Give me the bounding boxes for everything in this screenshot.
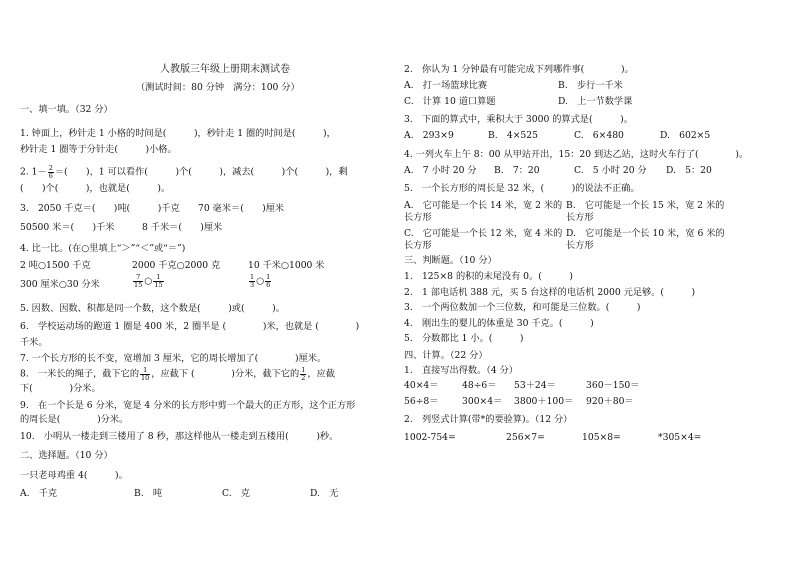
q4-compare-5: $\frac{7}{15}$ ○ $\frac{1}{15}$ [134, 273, 163, 289]
section-1-heading: 一、填一填。（32 分） [20, 104, 113, 115]
judge-3: 3. 一个两位数加一个三位数，和可能是三位数。( ) [404, 302, 641, 313]
exam-title: 人教版三年级上册期末测试卷 [160, 64, 290, 75]
calc-1-item: 360－150＝ [586, 380, 640, 391]
q2-line-1 [20, 165, 348, 179]
q9-line-1: 9. 在一个长是 6 分米，宽是 4 分米的长方形中剪一个最大的正方形，这个正方形 [20, 400, 356, 411]
choice-3-option-d: D. 602×5 [660, 130, 711, 141]
q8-line-2: 下( )分米。 [20, 383, 101, 394]
choice-5-option-c: C. 它可能是一个长 12 米，宽 4 米的 [404, 228, 563, 239]
judge-5: 5. 分数都比 1 小。( ) [404, 333, 524, 344]
calc-2-item: *305×4= [658, 432, 702, 443]
q4-heading: 4. 比一比。(在○里填上“＞”“＜”或“＝”) [20, 243, 186, 254]
q2-text: ＝( )，1 可以看作( )个( )，减去( )个( )，剩 [54, 166, 348, 178]
q2-prefix: 2. 1－ [20, 166, 47, 178]
calc-1-item: 53＋24＝ [514, 380, 556, 391]
choice-1-question: 一只老母鸡重 4( )。 [20, 470, 128, 481]
calc-1-item: 40×4＝ [404, 380, 439, 391]
choice-3-question: 3. 下面的算式中，乘积大于 3000 的算式是( )。 [404, 114, 633, 125]
q2-line-2: ( )个( )，也就是( )。 [20, 183, 171, 194]
q5-line: 5. 因数、因数、积都是同一个数，这个数是( )或( )。 [20, 303, 285, 314]
q3-line-2: 50500 米＝( )千米 8 千米＝( )厘米 [20, 222, 223, 233]
judge-1: 1. 125×8 的积的末尾没有 0。( ) [404, 271, 573, 282]
q3-line-1: 3. 2050 千克＝( )吨( )千克 70 毫米＝( )厘米 [20, 203, 285, 214]
choice-2-option-c: C. 计算 10 道口算题 [404, 96, 496, 107]
section-3-heading: 三、判断题。（10 分） [404, 255, 497, 266]
choice-5-option-b: B. 它可能是一个长 15 米，宽 2 米的 [566, 200, 725, 211]
calc-2-heading: 2. 列竖式计算(带*的要验算)。（12 分） [404, 414, 573, 425]
choice-4-option-a: A. 7 小时 20 分 [404, 165, 477, 176]
choice-3-option-b: B. 4×525 [488, 130, 538, 141]
choice-1-option-b: B. 吨 [134, 488, 163, 499]
q4-compare-2: 2000 千克○2000 克 [132, 260, 221, 271]
calc-1-item: 48÷6＝ [462, 380, 497, 391]
q4-compare-4: 300 厘米○30 分米 [20, 279, 100, 290]
calc-1-heading: 1. 直接写出得数。（4 分） [404, 365, 518, 376]
choice-2-question: 2. 你认为 1 分钟最有可能完成下列哪件事( )。 [404, 64, 634, 75]
choice-2-option-d: D. 上一节数学课 [558, 96, 633, 107]
choice-5-option-a: A. 它可能是一个长 14 米，宽 2 米的 [404, 200, 563, 211]
choice-5-option-d: D. 它可能是一个长 10 米，宽 6 米的 [566, 228, 725, 239]
choice-3-option-a: A. 293×9 [404, 130, 454, 141]
choice-5-option-a-cont: 长方形 [404, 212, 432, 223]
q7-line: 7. 一个长方形的长不变，宽增加 3 厘米，它的周长增加了( )厘米。 [20, 353, 327, 364]
section-2-heading: 二、选择题。（10 分） [20, 450, 113, 461]
choice-4-question: 4. 一列火车上午 8：00 从甲站开出，15：20 到达乙站，这时火车行了( )。 [404, 149, 749, 160]
q6-line-1: 6. 学校运动场的跑道 1 圈是 400 米，2 圈半是 ( )米，也就是 ( ) [20, 321, 360, 332]
q6-line-2: 千米。 [20, 337, 48, 348]
choice-3-option-c: C. 6×480 [574, 130, 624, 141]
choice-5-question: 5. 一个长方形的周长是 32 米，( )的说法不正确。 [404, 183, 640, 194]
choice-5-option-c-cont: 长方形 [404, 240, 432, 251]
calc-2-item: 105×8= [582, 432, 621, 443]
calc-1-item: 3800＋100＝ [514, 396, 574, 407]
choice-1-option-d: D. 无 [310, 488, 339, 499]
judge-4: 4. 刚出生的婴儿的体重是 30 千克。( ) [404, 318, 594, 329]
judge-2: 2. 1 部电话机 388 元，买 5 台这样的电话机 2000 元足够。( ) [404, 287, 696, 298]
q8-line-1: 8. 一米长的绳子，截下它的 $\frac{1}{10}$ ，应截下 ( )分米，截下它的 $\frac{1}{2}$ ，应截 [20, 366, 335, 382]
q2-fraction: $\frac{2}{6}$ [48, 164, 53, 180]
calc-1-item: 56÷8＝ [404, 396, 439, 407]
choice-2-option-a: A. 打一场篮球比赛 [404, 80, 488, 91]
choice-1-option-a: A. 千克 [20, 488, 58, 499]
q4-compare-3: 10 千米○1000 米 [248, 260, 325, 271]
q10-line: 10. 小明从一楼走到三楼用了 8 秒，那这样他从一楼走到五楼用( )秒。 [20, 431, 339, 442]
calc-2-item: 256×7= [506, 432, 545, 443]
choice-4-option-d: D. 5：20 [666, 165, 712, 176]
section-4-heading: 四、计算。（22 分） [404, 350, 488, 361]
choice-1-option-c: C. 克 [222, 488, 250, 499]
calc-1-item: 300×4＝ [462, 396, 503, 407]
q1-line-2: 秒针走 1 圈等于分针走( )小格。 [20, 144, 177, 155]
exam-subtitle: （测试时间：80 分钟 满分：100 分） [136, 82, 300, 93]
q1-line-1: 1. 钟面上，秒针走 1 小格的时间是( )，秒针走 1 圈的时间是( )， [20, 128, 336, 139]
calc-2-item: 1002-754= [404, 432, 456, 443]
choice-5-option-b-cont: 长方形 [566, 212, 594, 223]
choice-4-option-c: C. 5 小时 20 分 [574, 165, 647, 176]
calc-1-item: 920＋80＝ [586, 396, 634, 407]
choice-5-option-d-cont: 长方形 [566, 240, 594, 251]
choice-4-option-b: B. 7：20 [494, 165, 540, 176]
q4-compare-1: 2 吨○1500 千克 [20, 260, 91, 271]
q4-compare-6: $\frac{1}{3}$ ○ $\frac{1}{6}$ [250, 273, 271, 289]
choice-2-option-b: B. 步行一千米 [558, 80, 623, 91]
q9-line-2: 的周长是( )分米。 [20, 414, 129, 425]
